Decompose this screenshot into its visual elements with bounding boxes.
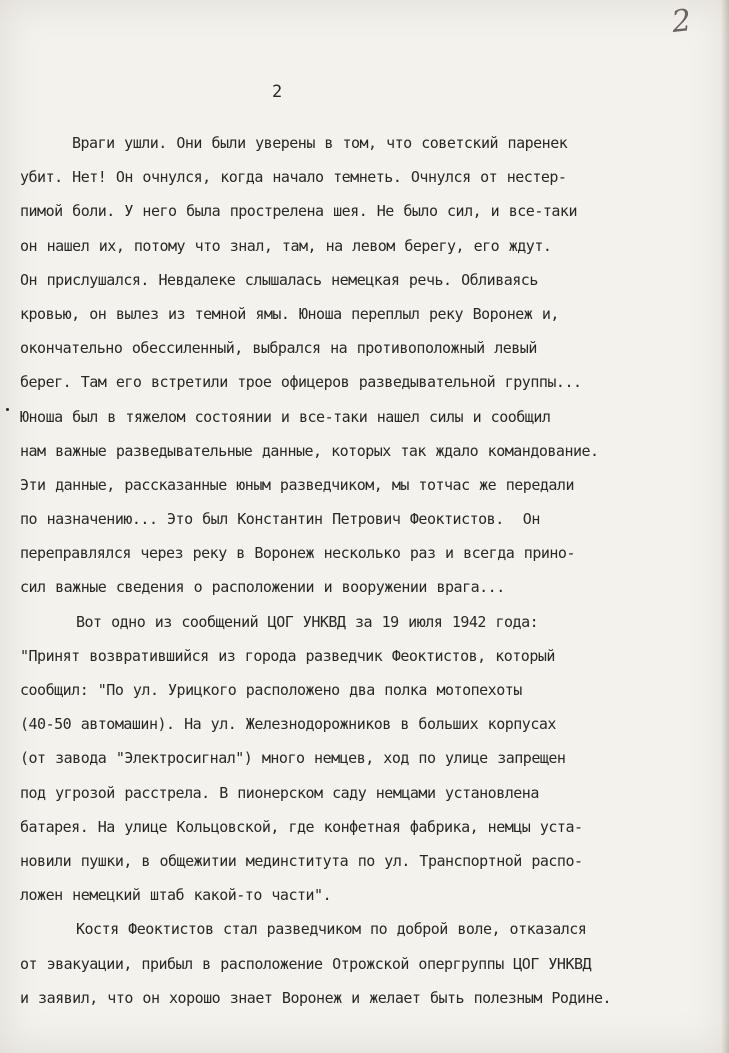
text-line: Вот одно из сообщений ЦОГ УНКВД за 19 июля 1942 года:	[76, 612, 539, 631]
text-line: окончательно обессиленный, выбрался на противоположный левый	[20, 339, 537, 358]
text-line: "Принят возвратившийся из города разведчик Феоктистов, который	[20, 646, 555, 665]
text-line: сил важные сведения о расположении и вооружении врага...	[20, 578, 505, 597]
text-line: нам важные разведывательные данные, которых так ждало командование.	[20, 441, 599, 460]
text-line: Юноша был в тяжелом состоянии и все-таки нашел силы и сообщил	[20, 407, 551, 426]
text-line: он нашел их, потому что знал, там, на левом берегу, его ждут.	[20, 236, 552, 255]
text-line: Эти данные, рассказанные юным разведчиком, мы тотчас же передали	[20, 475, 574, 494]
text-line: переправлялся через реку в Воронеж несколько раз и всегда прино-	[20, 544, 575, 563]
text-line: от эвакуации, прибыл в расположение Отрожской опергруппы ЦОГ УНКВД	[20, 954, 592, 973]
page-edge-shadow	[721, 0, 729, 1053]
text-line: по назначению... Это был Константин Петрович Феоктистов. Он	[20, 510, 540, 529]
text-line: сообщил: "По ул. Урицкого расположено два полка мотопехоты	[20, 681, 522, 699]
text-line: (от завода "Электросигнал") много немцев, ход по улице запрещен	[20, 749, 566, 768]
text-line: Костя Феоктистов стал разведчиком по доброй воле, отказался	[76, 920, 587, 939]
document-body	[20, 126, 720, 1015]
text-line: новили пушки, в общежитии мединститута по ул. Транспортной распо-	[20, 851, 583, 870]
text-line: и заявил, что он хорошо знает Воронеж и желает быть полезным Родине.	[20, 988, 612, 1007]
text-line: Враги ушли. Они были уверены в том, что советский паренек	[72, 134, 568, 152]
text-line: кровью, он вылез из темной ямы. Юноша переплыл реку Воронеж и,	[20, 304, 559, 323]
text-line: батарея. На улице Кольцовской, где конфетная фабрика, немцы уста-	[20, 817, 583, 836]
text-line: под угрозой расстрела. В пионерском саду немцами установлена	[20, 783, 539, 802]
text-line: берег. Там его встретили трое офицеров разведывательной группы...	[20, 373, 582, 392]
text-line: ложен немецкий штаб какой-то части".	[20, 886, 332, 905]
handwritten-archive-number: 2	[670, 3, 693, 40]
text-line: пимой боли. У него была прострелена шея. Не было сил, и все-таки	[20, 202, 577, 221]
margin-mark	[6, 408, 9, 411]
text-line: (40-50 автомашин). На ул. Железнодорожников в больших корпусах	[20, 715, 556, 734]
text-line: Он прислушался. Невдалеке слышалась немецкая речь. Обливаясь	[20, 270, 538, 289]
text-line: убит. Нет! Он очнулся, когда начало темнеть. Очнулся от нестер-	[20, 168, 567, 187]
page-number: 2	[272, 82, 283, 102]
